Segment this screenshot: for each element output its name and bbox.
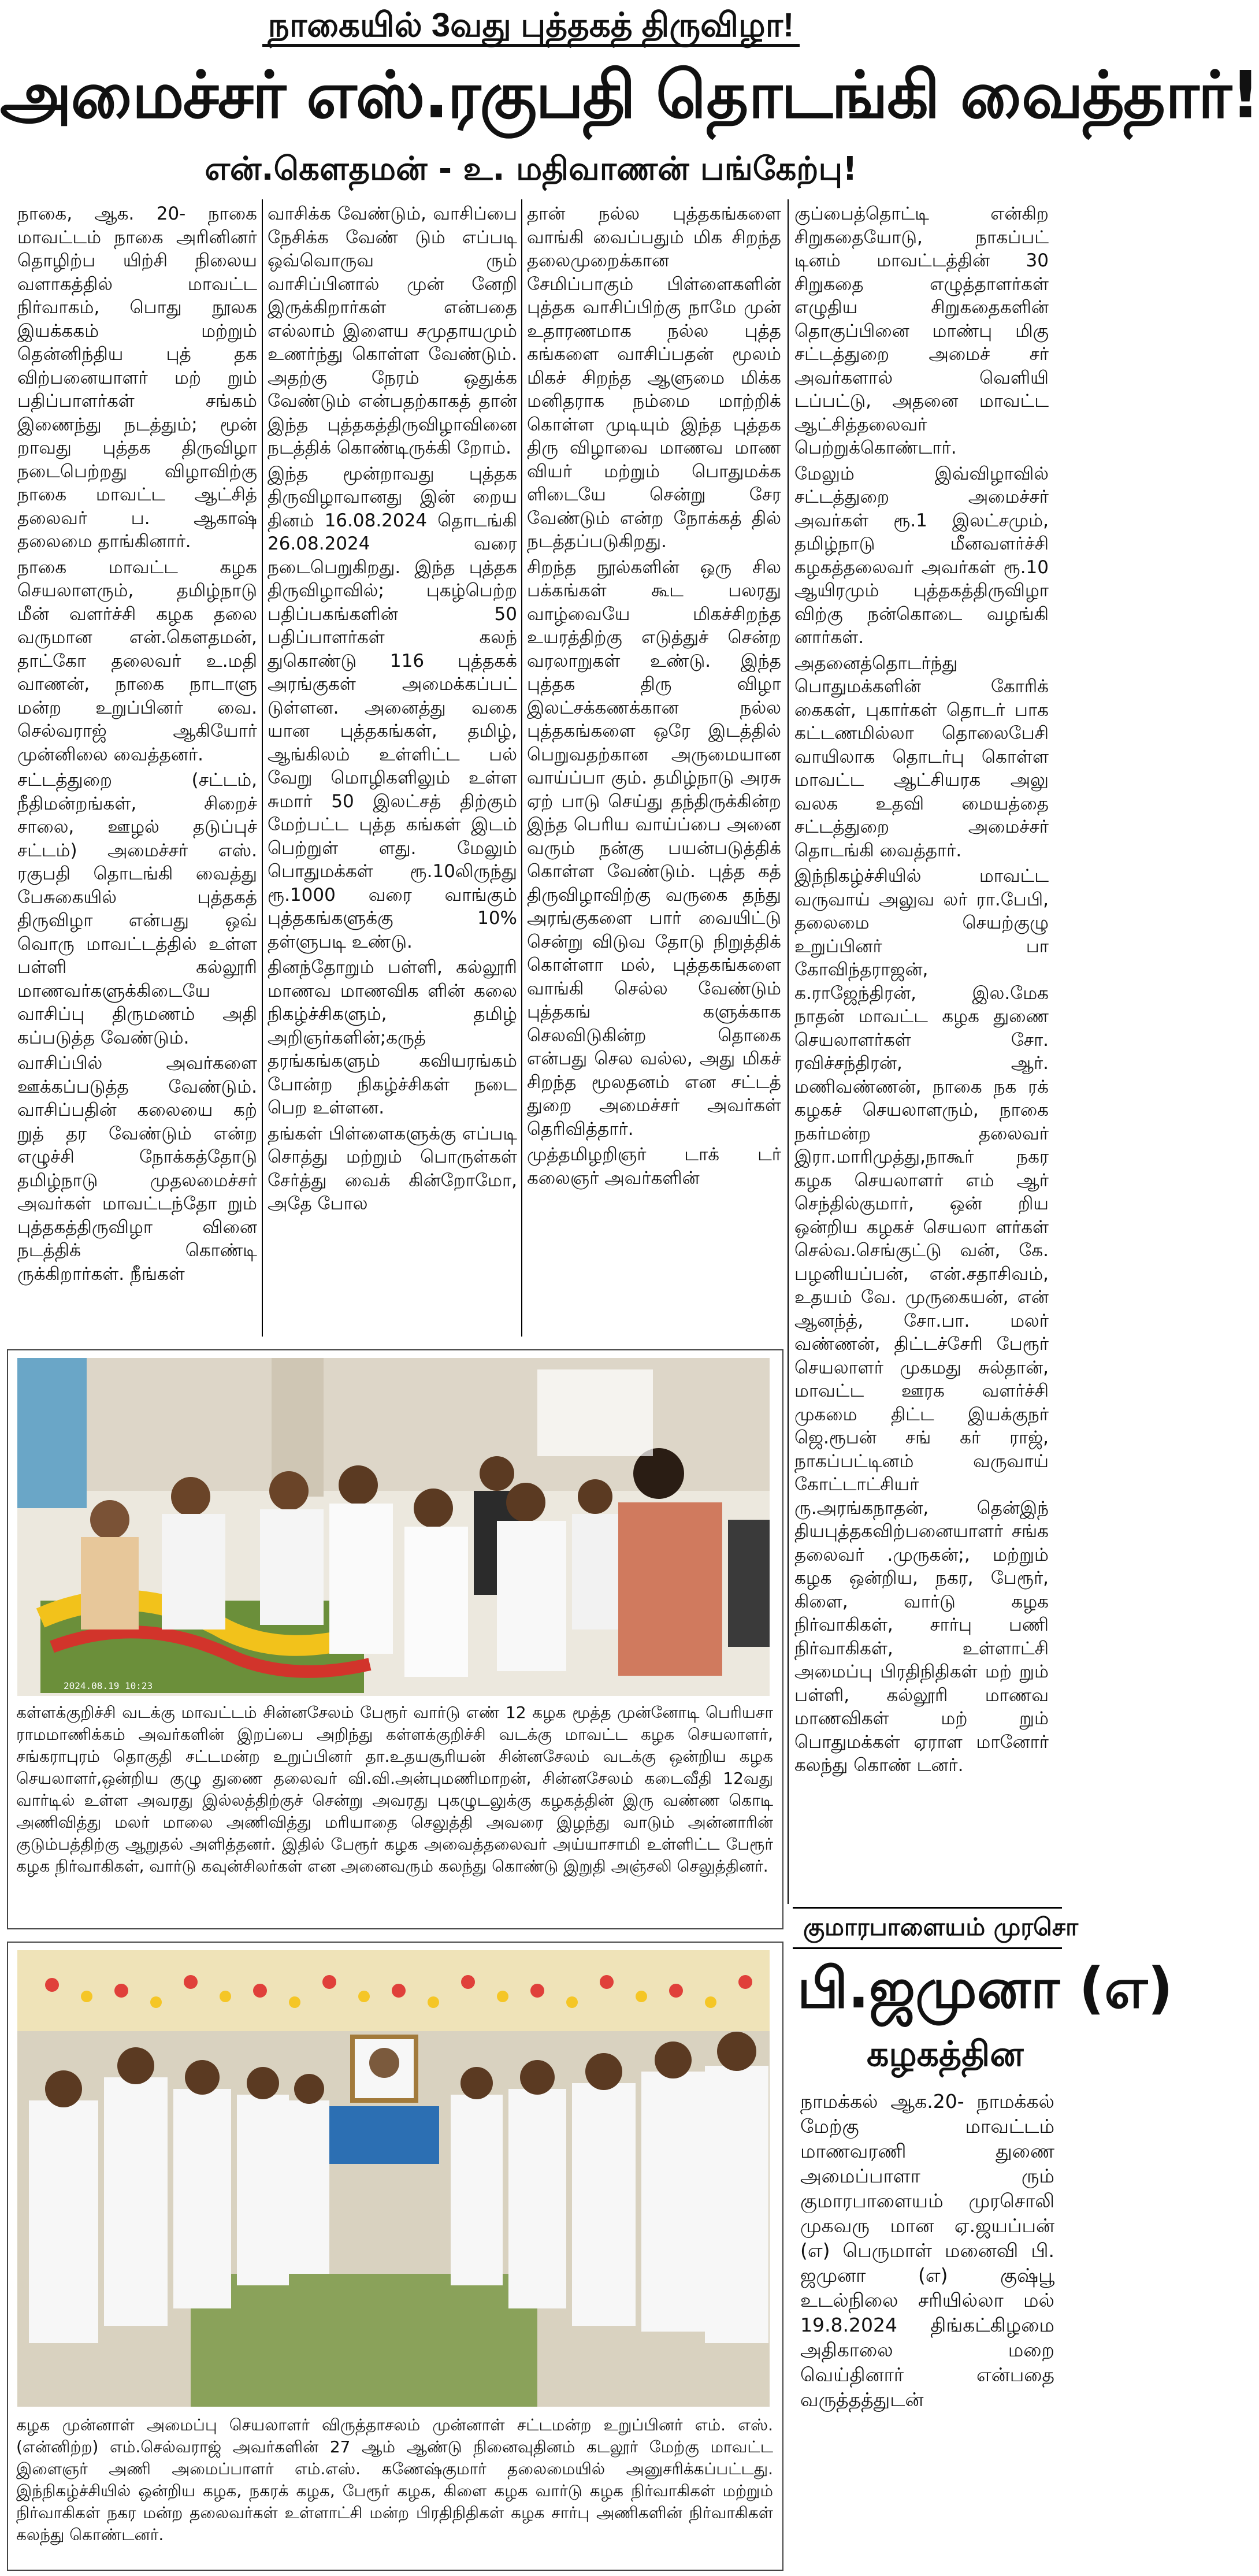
paragraph: இந்நிகழ்ச்சியில் மாவட்ட வருவாய் அலுவ லர் ரா.பேபி, தலைமை செயற்குழு உறுப்பினர் பா கோவிந்தராஜன், க.ராஜேந்திரன், இல.மேக நாதன் மாவட்ட கழக துணை செயலாளர்கள் சோ. ரவிச்சந்திரன், ஆர். மணிவண்ணன், நாகை நக ரக் கழகச் செயலாளரும், நாகை நகர்மன்ற தலைவர் இரா.மாரிமுத்து,நாகூர் நகர கழக செயலாளர் எம் ஆர் செந்தில்குமார், ஒன் றிய ஒன்றிய கழகச் செயலா ளர்கள் செல்வ.செங்குட்டு வன், கே. பழனியப்பன், என்.சதாசிவம், உதயம் வே. முருகையன், என் ஆனந்த், சோ.பா. மலர் வண்ணன், திட்டச்சேரி பேரூர் செயலாளர் முகமது சுல்தான், மாவட்ட ஊரக வளர்ச்சி முகமை திட்ட இயக்குநர் ஜெ.ரூபன் சங் கர் ராஜ், நாகப்பட்டினம் வருவாய் கோட்டாட்சியர் ரு.அரங்கநாதன், தென்இந் தியபுத்தகவிற்பனையாளர் சங்க தலைவர் .முருகன்;, மற்றும் கழக ஒன்றிய, நகர, பேரூர், கிளை, வார்டு கழக நிர்வாகிகள், சார்பு பணி நிர்வாகிகள், உள்ளாட்சி அமைப்பு பிரதிநிதிகள் மற் றும் பள்ளி, கல்லூரி மாணவ மாணவிகள் மற் றும் பொதுமக்கள் ஏராள மானோர் கலந்து கொண் டனர்.	[794, 866, 1049, 1776]
paragraph: மேலும் இவ்விழாவில் சட்டத்துறை அமைச்சர் அவர்கள் ரூ.1 இலட்சமும், தமிழ்நாடு மீனவளர்ச்சி கழகத்தலைவர் அவர்கள் ரூ.10 ஆயிரமும் புத்தகத்திருவிழா விற்கு நன்கொடை வழங்கி னார்கள்.	[794, 463, 1049, 648]
sidebar-kicker: குமாரபாளையம் முரசொ	[803, 1913, 1079, 1941]
paragraph: நாமக்கல் ஆக.20- நாமக்கல் மேற்கு மாவட்டம் மாணவரணி துணை அமைப்பாளா ரும் குமாரபாளையம் முரசொலி முகவரு மான ஏ.ஜயப்பன் (எ) பெருமாள் மனைவி பி. ஜமுனா (எ) குஷ்பூ உடல்நிலை சரியில்லா மல் 19.8.2024 திங்கட்கிழமை அதிகாலை மறை வெய்தினார் என்பதை வருத்தத்துடன்	[800, 2090, 1054, 2411]
article-column-4	[794, 202, 1049, 1947]
photo-timestamp: 2024.08.19 10:23	[64, 1680, 153, 1691]
article-column-2	[268, 202, 517, 1335]
paragraph: தங்கள் பிள்ளைகளுக்கு எப்படி சொத்து மற்றும் பொருள்கள் சேர்த்து வைக் கின்றோமோ, அதே போல	[268, 1123, 517, 1214]
paragraph: சட்டத்துறை (சட்டம், நீதிமன்றங்கள், சிறைச் சாலை, ஊழல் தடுப்புச் சட்டம்) அமைச்சர் எஸ். ரகுபதி தொடங்கி வைத்து பேசுகையில் புத்தகத் திருவிழா என்பது ஒவ் வொரு மாவட்டத்தில் உள்ள பள்ளி கல்லூரி மாணவர்களுக்கிடையே வாசிப்பு திருமணம் அதி கப்படுத்த வேண்டும்.	[17, 770, 257, 1048]
headline: அமைச்சர் எஸ்.ரகுபதி தொடங்கி வைத்தார்!	[0, 58, 1259, 133]
paragraph: தான் நல்ல புத்தகங்களை வாங்கி வைப்பதும் மிக சிறந்த தலைமுறைக்கான சேமிப்பாகும் பிள்ளைகளின் புத்தக வாசிப்பிற்கு நாமே முன் உதாரணமாக நல்ல புத்த கங்களை வாசிப்பதன் மூலம் மிகச் சிறந்த ஆளுமை மிக்க மனிதராக நம்மை மாற்றிக் கொள்ள முடியும் இந்த புத்தக திரு விழாவை மாணவ மாண வியர் மற்றும் பொதுமக்க ளிடையே சென்று சேர வேண்டும் என்ற நோக்கத் தில் நடத்தப்படுகிறது.	[527, 203, 781, 552]
kicker	[0, 6, 1062, 49]
sidebar-body	[800, 2089, 1054, 2574]
paragraph: அதனைத்தொடர்ந்து பொதுமக்களின் கோரிக் கைகள், புகார்கள் தொடர் பாக கட்டணமில்லா தொலைபேசி வாயிலாக தொடர்பு கொள்ள மாவட்ட ஆட்சியரக அலு வலக உதவி மையத்தை சட்டத்துறை அமைச்சர் தொடங்கி வைத்தார்.	[794, 652, 1049, 861]
sidebar-kicker-rule	[793, 1947, 1062, 1949]
paragraph: வாசிப்பில் அவர்களை ஊக்கப்படுத்த வேண்டும். வாசிப்பதின் கலையை கற் றுத் தர வேண்டும் என்ற எழுச்சி நோக்கத்தோடு தமிழ்நாடு முதலமைச்சர் அவர்கள் மாவட்டந்தோ றும் புத்தகத்திருவிழா வினை நடத்திக் கொண்டி ருக்கிறார்கள். நீங்கள்	[17, 1053, 257, 1285]
article-column-3	[527, 202, 781, 1335]
paragraph: நாகை மாவட்ட கழக செயலாளரும், தமிழ்நாடு மீன் வளர்ச்சி கழக தலை வருமான என்.கௌதமன், தாட்கோ தலைவர் உ.மதி வாணன், நாகை நாடாளு மன்ற உறுப்பினர் வை. செல்வராஜ் ஆகியோர் முன்னிலை வைத்தனர்.	[17, 556, 257, 765]
sidebar-headline: பி.ஜமுனா (எ)	[797, 1956, 1173, 2021]
sidebar-subhead: கழகத்தின	[867, 2034, 1024, 2074]
column-rule-3	[788, 199, 789, 1904]
photo-caption-2: கழக முன்னாள் அமைப்பு செயலாளர் விருத்தாசலம் முன்னாள் சட்டமன்ற உறுப்பினர் எம். எஸ். (என்னிற்ற) எம்.செல்வராஜ் அவர்களின் 27 ஆம் ஆண்டு நினைவுதினம் கடலூர் மேற்கு மாவட்ட இளைஞர் அணி அமைப்பாளர் எம்.எஸ். கணேஷ்குமார் தலைமையில் அனுசரிக்கப்பட்டது. இந்நிகழ்ச்சியில் ஒன்றிய கழக, நகரக் கழக, பேரூர் கழக, கிளை கழக வார்டு கழக நிர்வாகிகள் மற்றும் நிர்வாகிகள் நகர மன்ற தலைவர்கள் உள்ளாட்சி மன்ற பிரதிநிதிகள் கழக சார்பு அணிகளின் நிர்வாகிகள் கலந்து கொண்டனர்.	[16, 2415, 773, 2544]
column-rule-2	[521, 199, 522, 1337]
memorial-photo	[17, 1950, 770, 2407]
funeral-photo	[17, 1358, 770, 1696]
paragraph: முத்தமிழறிஞர் டாக் டர் கலைஞர் அவர்களின்	[527, 1144, 781, 1189]
paragraph: வாசிக்க வேண்டும், வாசிப்பை நேசிக்க வேண் டும் எப்படி ஒவ்வொருவ ரும் வாசிப்பினால் முன் னேறி இருக்கிறார்கள் என்பதை எல்லாம் இளைய சமுதாயமும் உணர்ந்து கொள்ள வேண்டும். அதற்கு நேரம் ஒதுக்க வேண்டும் என்பதற்காகத் தான் இந்த புத்தகத்திருவிழாவினை நடத்திக் கொண்டிருக்கி றோம்.	[268, 203, 517, 458]
article-column-1	[17, 202, 257, 1335]
paragraph: தினந்தோறும் பள்ளி, கல்லூரி மாணவ மாணவிக ளின் கலை நிகழ்ச்சிகளும், தமிழ் அறிஞர்களின்;கருத் தரங்கங்களும் கவியரங்கம் போன்ற நிகழ்ச்சிகள் நடை பெற உள்ளன.	[268, 957, 517, 1118]
column-rule-1	[262, 199, 263, 1337]
sidebar-top-rule	[793, 1907, 1062, 1909]
funeral-photo-illustration	[17, 1358, 770, 1696]
kicker-text: நாகையில் 3வது புத்தகத் திருவிழா!	[262, 6, 800, 47]
memorial-photo-illustration	[17, 1950, 770, 2407]
paragraph: குப்பைத்தொட்டி என்கிற சிறுகதையோடு, நாகப்பட் டினம் மாவட்டத்தின் 30 சிறுகதை எழுத்தாளர்கள் எழுதிய சிறுகதைகளின் தொகுப்பினை மாண்பு மிகு சட்டத்துறை அமைச் சர் அவர்களால் வெளியி டப்பட்டு, அதனை மாவட்ட ஆட்சித்தலைவர் பெற்றுக்கொண்டார்.	[794, 203, 1049, 458]
paragraph: சிறந்த நூல்களின் ஒரு சில பக்கங்கள் கூட பலரது வாழ்வையே மிகச்சிறந்த உயரத்திற்கு எடுத்துச் சென்ற வரலாறுகள் உண்டு. இந்த புத்தக திரு விழா இலட்சக்கணக்கான நல்ல புத்தகங்களை ஒரே இடத்தில் பெறுவதற்கான அருமையான வாய்ப்பா கும். தமிழ்நாடு அரசு ஏற் பாடு செய்து தந்திருக்கின்ற இந்த பெரிய வாய்ப்பை அனை வரும் நன்கு பயன்படுத்திக் கொள்ள வேண்டும். புத்த கத் திருவிழாவிற்கு வருகை தந்து அரங்குகளை பார் வையிட்டு சென்று விடுவ தோடு நிறுத்திக் கொள்ளா மல், புத்தகங்களை வாங்கி செல்ல வேண்டும் புத்தகங் களுக்காக செலவிடுகின்ற தொகை என்பது செல வல்ல, அது மிகச் சிறந்த மூலதனம் என சட்டத் துறை அமைச்சர் அவர்கள் தெரிவித்தார்.	[527, 556, 781, 1139]
photo-caption-1: கள்ளக்குறிச்சி வடக்கு மாவட்டம் சின்னசேலம் பேரூர் வார்டு எண் 12 கழக மூத்த முன்னோடி பெரியசா ராமமாணிக்கம் அவர்களின் இறப்பை அறிந்து கள்ளக்குறிச்சி வடக்கு மாவட்ட கழக செயலாளர், சங்கராபுரம் தொகுதி சட்டமன்ற உறுப்பினர் தா.உதயசூரியன் சின்னசேலம் வடக்கு ஒன்றிய கழக செயலாளர்,ஒன்றிய குழு துணை தலைவர் வி.வி.அன்புமணிமாறன், சின்னசேலம் கடைவீதி 12வது வார்டில் உள்ள அவரது இல்லத்திற்குச் சென்று அவரது புகழுடலுக்கு கழகத்தின் இரு வண்ண கொடி அணிவித்து மலர் மாலை அணிவித்து மரியாதை செலுத்தி அவரை இழந்து வாடும் அன்னாரின் குடும்பத்திற்கு ஆறுதல் அளித்தனர். இதில் பேரூர் கழக அவைத்தலைவர் அய்யாசாமி உள்ளிட்ட பேரூர் கழக நிர்வாகிகள், வார்டு கவுன்சிலர்கள் என அனைவரும் கலந்து கொண்டு இறுதி அஞ்சலி செலுத்தினர்.	[16, 1703, 773, 1876]
subhead: என்.கௌதமன் - உ. மதிவாணன் பங்கேற்பு!	[205, 150, 857, 188]
paragraph: நாகை, ஆக. 20- நாகை மாவட்டம் நாகை அரினினர் தொழிற்ப யிற்சி நிலைய வளாகத்தில் மாவட்ட நிர்வாகம், பொது நூலக இயக்ககம் மற்றும் தென்னிந்திய புத் தக விற்பனையாளர் மற் றும் பதிப்பாளர்கள் சங்கம் இணைந்து நடத்தும்; மூன் றாவது புத்தக திருவிழா நடைபெற்றது விழாவிற்கு நாகை மாவட்ட ஆட்சித் தலைவர் ப. ஆகாஷ் தலைமை தாங்கினார்.	[17, 203, 257, 552]
paragraph: இந்த மூன்றாவது புத்தக திருவிழாவானது இன் றைய தினம் 16.08.2024 தொடங்கி 26.08.2024 வரை நடைபெறுகிறது. இந்த புத்தக திருவிழாவில்; புகழ்பெற்ற பதிப்பகங்களின் 50 பதிப்பாளர்கள் கலந் துகொண்டு 116 புத்தகக் அரங்குகள் அமைக்கப்பட் டுள்ளன. அனைத்து வகை யான புத்தகங்கள், தமிழ், ஆங்கிலம் உள்ளிட்ட பல் வேறு மொழிகளிலும் உள்ள சுமார் 50 இலட்சத் திற்கும் மேற்பட்ட புத்த கங்கள் இடம் பெற்றுள் ளது. மேலும் பொதுமக்கள் ரூ.10லிருந்து ரூ.1000 வரை வாங்கும் புத்தகங்களுக்கு 10% தள்ளுபடி உண்டு.	[268, 463, 517, 952]
